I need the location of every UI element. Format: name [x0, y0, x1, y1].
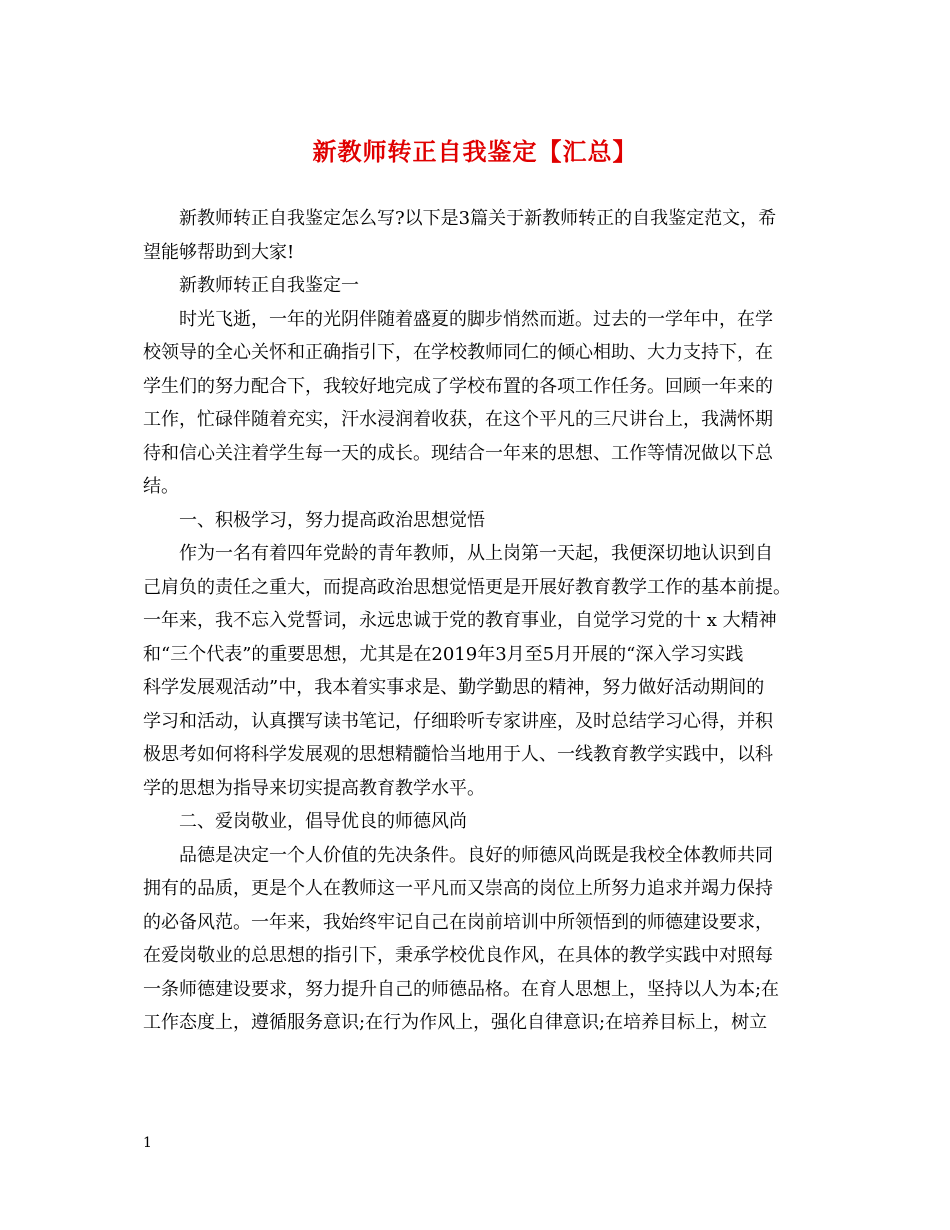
text-line: 己肩负的责任之重大，而提高政治思想觉悟更是开展好教育教学工作的基本前提。: [143, 577, 791, 598]
text-line: 新教师转正自我鉴定一: [179, 275, 359, 296]
text-line: 学习和活动，认真撰写读书笔记，仔细聆听专家讲座，及时总结学习心得，并积: [143, 711, 773, 732]
text-line: 工作，忙碌伴随着充实，汗水浸润着收获，在这个平凡的三尺讲台上，我满怀期: [143, 409, 773, 430]
text-line: 极思考如何将科学发展观的思想精髓恰当地用于人、一线教育教学实践中，以科: [143, 744, 773, 765]
text-line: 一条师德建设要求，努力提升自己的师德品格。在育人思想上，坚持以人为本;在: [143, 979, 780, 1000]
text-line: 一年来，我不忘入党誓词，永远忠诚于党的教育事业，自觉学习党的十 x 大精神: [143, 610, 777, 631]
text-line: 结。: [143, 476, 179, 497]
text-line: 待和信心关注着学生每一天的成长。现结合一年来的思想、工作等情况做以下总: [143, 443, 773, 464]
section-heading: 二、爱岗敬业，倡导优良的师德风尚: [179, 811, 467, 832]
text-line: 作为一名有着四年党龄的青年教师，从上岗第一天起，我便深切地认识到自: [179, 543, 773, 564]
page-number: 1: [143, 1135, 152, 1151]
text-line: 望能够帮助到大家!: [143, 242, 295, 263]
text-line: 学的思想为指导来切实提高教育教学水平。: [143, 778, 485, 799]
text-line: 校领导的全心关怀和正确指引下，在学校教师同仁的倾心相助、大力支持下，在: [143, 342, 773, 363]
text-line: 的必备风范。一年来，我始终牢记自己在岗前培训中所领悟到的师德建设要求，: [143, 912, 773, 933]
text-line: 工作态度上，遵循服务意识;在行为作风上，强化自律意识;在培养目标上，树立: [143, 1012, 768, 1033]
text-line: 科学发展观活动”中，我本着实事求是、勤学勤思的精神，努力做好活动期间的: [143, 677, 765, 698]
text-line: 新教师转正自我鉴定怎么写?以下是3篇关于新教师转正的自我鉴定范文，希: [179, 208, 777, 229]
text-line: 品德是决定一个人价值的先决条件。良好的师德风尚既是我校全体教师共同: [179, 845, 773, 866]
text-line: 和“三个代表”的重要思想，尤其是在2019年3月至5月开展的“深入学习实践: [143, 644, 744, 665]
text-line: 时光飞逝，一年的光阴伴随着盛夏的脚步悄然而逝。过去的一学年中，在学: [179, 309, 773, 330]
section-heading: 一、积极学习，努力提高政治思想觉悟: [179, 510, 485, 531]
text-line: 在爱岗敬业的总思想的指引下，秉承学校优良作风，在具体的教学实践中对照每: [143, 945, 773, 966]
document-title: 新教师转正自我鉴定【汇总】: [312, 137, 638, 166]
text-line: 学生们的努力配合下，我较好地完成了学校布置的各项工作任务。回顾一年来的: [143, 376, 773, 397]
text-line: 拥有的品质，更是个人在教师这一平凡而又崇高的岗位上所努力追求并竭力保持: [143, 878, 773, 899]
